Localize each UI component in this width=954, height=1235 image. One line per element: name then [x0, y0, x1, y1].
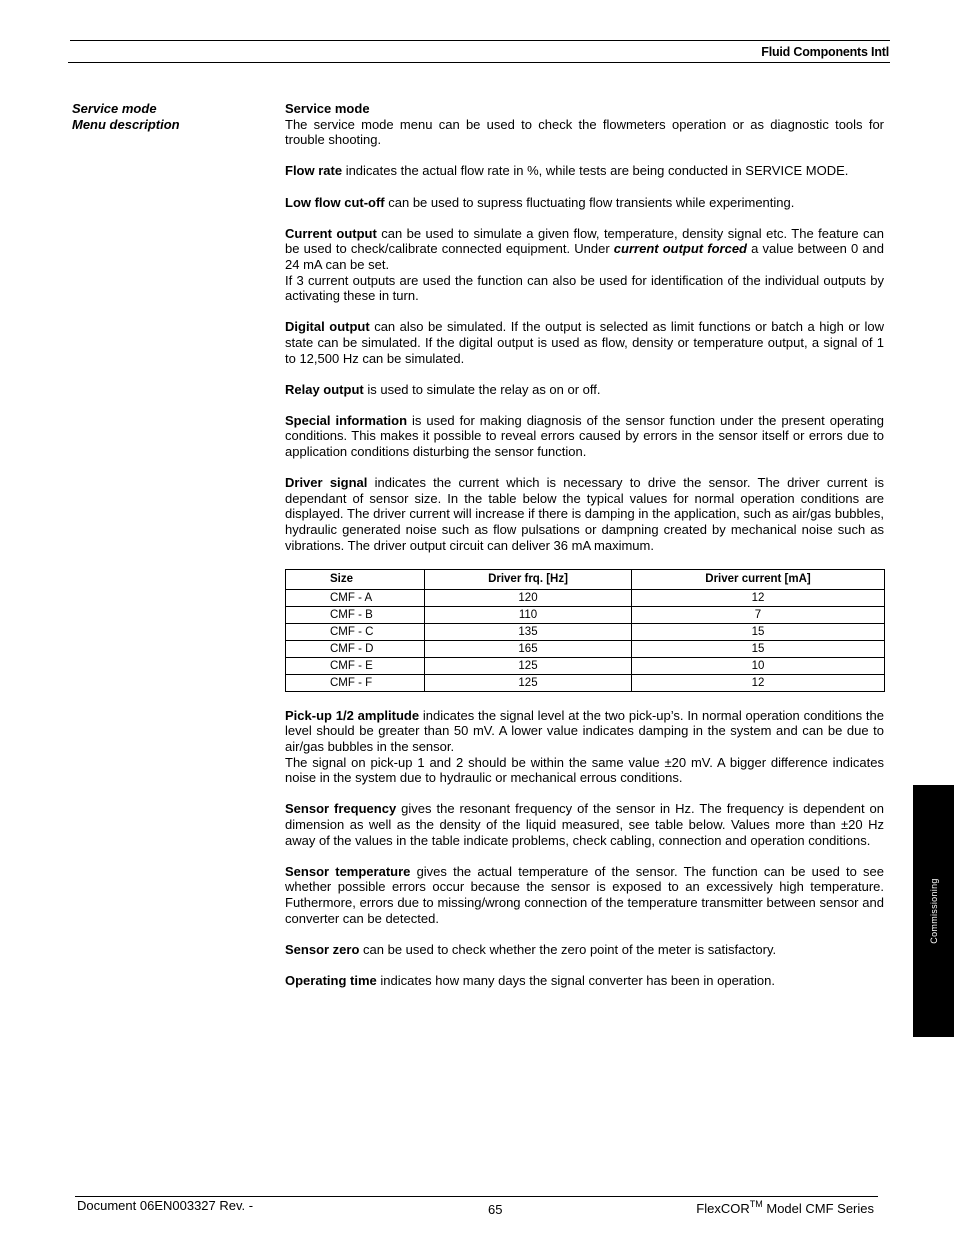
table-row [286, 657, 885, 674]
current-output-term: Current output [285, 225, 377, 241]
sensor-frequency-term: Sensor frequency [285, 801, 397, 817]
sensor-temperature-term: Sensor temperature [285, 863, 411, 879]
sensor-zero-paragraph [285, 942, 884, 958]
digital-output-term: Digital output [285, 319, 370, 335]
operating-time-paragraph [285, 973, 884, 989]
low-flow-paragraph [285, 195, 884, 211]
footer-document-number: Document 06EN003327 Rev. - [77, 1198, 254, 1213]
table-cell-frequency: 110 [425, 606, 632, 623]
current-output-text-c: If 3 current outputs are used the function can also be used for identification of the individual outputs by activating these in turn. [285, 272, 884, 304]
low-flow-text: can be used to supress fluctuating flow transients while experimenting. [384, 194, 795, 210]
special-info-term: Special information [285, 412, 408, 428]
footer-model-series: Model CMF Series [762, 1201, 874, 1216]
company-name: Fluid Components Intl [761, 45, 889, 59]
driver-signal-paragraph [285, 475, 884, 553]
table-cell-size: CMF - E [286, 657, 425, 674]
footer-page-number: 65 [488, 1202, 503, 1217]
pickup-text: indicates the signal level at the two pick-up’s. In normal operation conditions the level should be greater than 50 mV. A lower value indicates damping in the system and can be due to air/gas bubbles in the sensor. [285, 707, 884, 754]
footer-model-name: FlexCOR [696, 1201, 750, 1216]
table-row [286, 674, 885, 691]
relay-output-paragraph [285, 382, 884, 398]
table-cell-current: 7 [632, 606, 885, 623]
table-header-size: Size [286, 569, 425, 589]
flow-rate-paragraph [285, 163, 884, 179]
current-output-emphasis: current output forced [613, 241, 747, 257]
current-output-paragraph [285, 226, 884, 304]
table-cell-current: 15 [632, 623, 885, 640]
table-cell-frequency: 125 [425, 674, 632, 691]
pickup-paragraph [285, 708, 884, 786]
intro-text: The service mode menu can be used to check the flowmeters operation or as diagnostic tools for trouble shooting. [285, 116, 884, 148]
table-cell-frequency: 125 [425, 657, 632, 674]
flow-rate-term: Flow rate [285, 163, 343, 179]
table-cell-frequency: 165 [425, 640, 632, 657]
table-row [286, 606, 885, 623]
table-cell-size: CMF - F [286, 674, 425, 691]
intro-paragraph [285, 101, 884, 148]
table-cell-current: 12 [632, 674, 885, 691]
sensor-zero-term: Sensor zero [285, 941, 360, 957]
operating-time-text: indicates how many days the signal converter has been in operation. [376, 972, 775, 988]
table-row [286, 640, 885, 657]
current-output-text-b: a value between 0 and 24 mA can be set. [285, 241, 885, 272]
digital-output-paragraph [285, 319, 884, 366]
table-cell-frequency: 120 [425, 589, 632, 606]
table-header-row [286, 569, 885, 589]
sensor-frequency-text: gives the resonant frequency of the sensor in Hz. The frequency is dependent on dimension as well as the density of the liquid measured, see table below. Values more than ±20 Hz away of the values in the table indicate problems, check cabling, connection and operation conditions. [285, 801, 884, 848]
sensor-temperature-paragraph [285, 864, 884, 926]
sensor-zero-text: can be used to check whether the zero point of the meter is satisfactory. [359, 941, 777, 957]
driver-signal-text: indicates the current which is necessary to drive the sensor. The driver current is dependant of sensor size. In the table below the typical values for normal operation conditions are displayed. The driver current will increase if there is damping in the application, such as air/gas bubbles, hydraulic generated noise such as flow pulsations or dampning created by mechanical noise such as vibrations. The driver output circuit can deliver 36 mA maximum. [285, 475, 884, 553]
sensor-temperature-text: gives the actual temperature of the sensor. The function can be used to see whether possible errors occur because the sensor is exposed to an excessively high temperature. Futhermore, errors due to missing/wrong connection of the temperature transmitter between sensor and converter can be detected. [285, 863, 884, 926]
table-header-current: Driver current [mA] [632, 569, 885, 589]
current-output-text-a: can be used to simulate a given flow, temperature, density signal etc. The feature can be used to check/calibrate connected equipment. Under [285, 225, 884, 257]
driver-table [285, 569, 885, 692]
side-heading [72, 101, 180, 133]
header-bottom-rule [68, 62, 890, 63]
low-flow-term: Low flow cut-off [285, 194, 385, 210]
table-cell-current: 12 [632, 589, 885, 606]
driver-signal-term: Driver signal [285, 475, 368, 491]
relay-output-term: Relay output [285, 381, 364, 397]
flow-rate-text: indicates the actual flow rate in %, while tests are being conducted in SERVICE MODE. [342, 163, 849, 179]
special-info-paragraph [285, 413, 884, 460]
relay-output-text: is used to simulate the relay as on or off. [363, 381, 601, 397]
table-cell-size: CMF - B [286, 606, 425, 623]
footer-trademark: TM [749, 1199, 763, 1209]
side-tab-label: Commissioning [928, 878, 939, 944]
table-row [286, 623, 885, 640]
side-heading-line-1: Service mode [72, 101, 157, 116]
table-cell-current: 15 [632, 640, 885, 657]
table-cell-size: CMF - A [286, 589, 425, 606]
table-cell-size: CMF - D [286, 640, 425, 657]
section-side-tab [913, 785, 954, 1037]
main-content [285, 101, 884, 1004]
pickup-text-b: The signal on pick-up 1 and 2 should be within the same value ±20 mV. A bigger difference indicates noise in the system due to hydraulic or mechanical errous conditions. [285, 754, 884, 786]
header-top-rule [70, 40, 890, 41]
table-row [286, 589, 885, 606]
operating-time-term: Operating time [285, 972, 377, 988]
table-cell-size: CMF - C [286, 623, 425, 640]
table-cell-current: 10 [632, 657, 885, 674]
sensor-frequency-paragraph [285, 801, 884, 848]
table-cell-frequency: 135 [425, 623, 632, 640]
footer-model [696, 1199, 874, 1216]
table-header-frequency: Driver frq. [Hz] [425, 569, 632, 589]
special-info-text: is used for making diagnosis of the sensor function under the present operating conditions. This makes it possible to reveal errors caused by errors in the sensor itself or errors due to application conditions disturbing the sensor function. [285, 412, 884, 460]
pickup-term: Pick-up 1/2 amplitude [285, 707, 420, 723]
side-heading-line-2: Menu description [72, 117, 180, 132]
section-title: Service mode [285, 101, 370, 116]
footer-rule [75, 1196, 878, 1197]
digital-output-text: can also be simulated. If the output is selected as limit functions or batch a high or low state can be simulated. If the digital output is used as flow, density or temperature output, a signal of 1 to 12,500 Hz can be simulated. [285, 319, 884, 366]
